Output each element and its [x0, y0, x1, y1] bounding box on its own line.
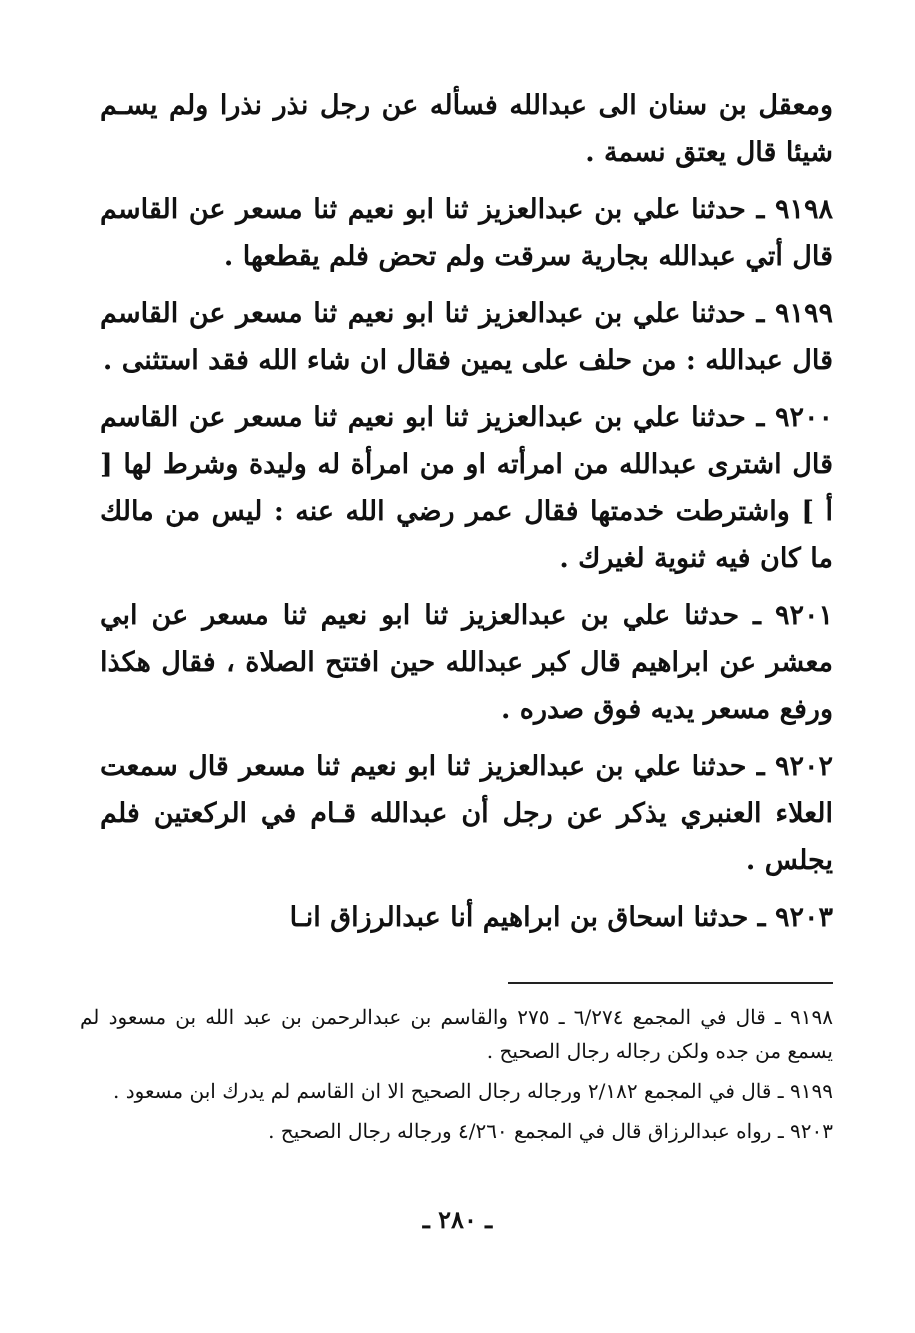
footnote-9203: ٩٢٠٣ ـ رواه عبدالرزاق قال في المجمع ٤/٢٦٠ ورجاله رجال الصحيح .: [268, 1119, 833, 1143]
hadith-9199: ٩١٩٩ ـ حدثنا علي بن عبدالعزيز ثنا ابو نعيم ثنا مسعر عن القاسم قال عبدالله : من حلف على يمين فقال ان شاء الله فقد استثنى .: [100, 298, 833, 376]
footnote-divider: [508, 982, 833, 984]
footnote-9199: ٩١٩٩ ـ قال في المجمع ٢/١٨٢ ورجاله رجال الصحيح الا ان القاسم لم يدرك ابن مسعود .: [112, 1079, 833, 1103]
footnote-9198: ٩١٩٨ ـ قال في المجمع ٦/٢٧٤ ـ ٢٧٥ والقاسم بن عبدالرحمن بن عبد الله بن مسعود لم يسمع من جده ولكن رجاله رجال الصحيح .: [80, 1005, 834, 1063]
main-text: [100, 82, 833, 941]
hadith-9203: ٩٢٠٣ ـ حدثنا اسحاق بن ابراهيم أنا عبدالرزاق انـا: [289, 902, 833, 933]
hadith-9200: ٩٢٠٠ ـ حدثنا علي بن عبدالعزيز ثنا ابو نعيم ثنا مسعر عن القاسم قال اشترى عبدالله من امرأته او من امرأة له وليدة وشرط لها [ أ ] واشترطت خدمتها فقال عمر رضي الله عنه : ليس من مالك ما كان فيه ثنوية لغيرك .: [100, 402, 833, 574]
footnotes: [80, 1000, 833, 1154]
page-number: ـ ٢٨٠ ـ: [422, 1205, 493, 1234]
hadith-9202: ٩٢٠٢ ـ حدثنا علي بن عبدالعزيز ثنا ابو نعيم ثنا مسعر قال سمعت العلاء العنبري يذكر عن رجل أن عبدالله قـام في الركعتين فلم يجلس .: [100, 751, 833, 876]
hadith-9201: ٩٢٠١ ـ حدثنا علي بن عبدالعزيز ثنا ابو نعيم ثنا مسعر عن ابي معشر عن ابراهيم قال كبر عبدالله حين افتتح الصلاة ، فقال هكذا ورفع مسعر يديه فوق صدره .: [100, 600, 833, 725]
paragraph-continuation: ومعقل بن سنان الى عبدالله فسأله عن رجل نذر نذرا ولم يسـم شيئا قال يعتق نسمة .: [100, 90, 833, 168]
hadith-9198: ٩١٩٨ ـ حدثنا علي بن عبدالعزيز ثنا ابو نعيم ثنا مسعر عن القاسم قال أتي عبدالله بجارية سرقت ولم تحض فلم يقطعها .: [100, 194, 833, 272]
